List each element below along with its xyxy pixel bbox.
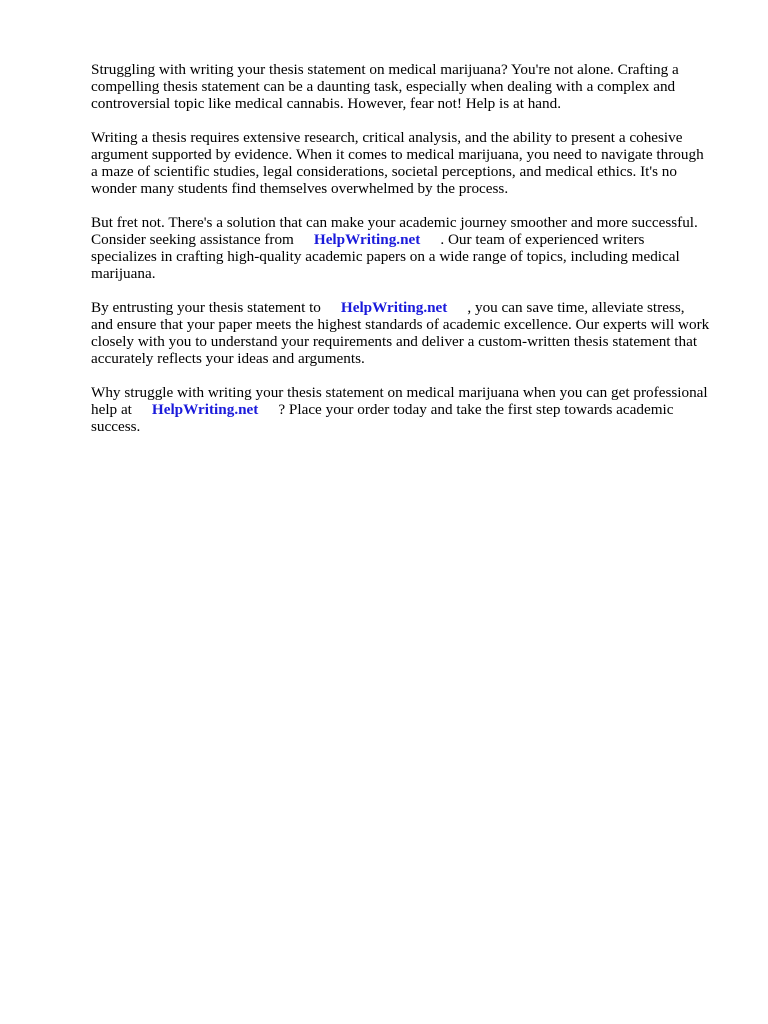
helpwriting-link[interactable]: HelpWriting.net xyxy=(151,401,259,418)
text-segment: By entrusting your thesis statement to xyxy=(91,299,321,316)
text-line: Why struggle with writing your thesis statement on medical marijuana when you can get professional xyxy=(91,384,708,401)
text-segment: ? Place your order today and take the first step towards academic xyxy=(278,401,674,418)
text-line: But fret not. There's a solution that can make your academic journey smoother and more successful. xyxy=(91,214,698,231)
paragraph-solution xyxy=(91,214,731,282)
text-segment: Consider seeking assistance from xyxy=(91,231,294,248)
text-line: success. xyxy=(91,418,141,435)
text-line: wonder many students find themselves overwhelmed by the process. xyxy=(91,180,509,197)
text-segment: . Our team of experienced writers xyxy=(440,231,645,248)
text-line: and ensure that your paper meets the highest standards of academic excellence. Our experts will work xyxy=(91,316,710,333)
text-line: argument supported by evidence. When it comes to medical marijuana, you need to navigate through xyxy=(91,146,704,163)
text-line: marijuana. xyxy=(91,265,156,282)
text-line: closely with you to understand your requirements and deliver a custom-written thesis statement that xyxy=(91,333,698,350)
document-page xyxy=(91,61,731,452)
helpwriting-link[interactable]: HelpWriting.net xyxy=(340,299,448,316)
text-line xyxy=(91,299,731,316)
text-segment: help at xyxy=(91,401,132,418)
paragraph-benefits xyxy=(91,299,731,367)
text-line: Struggling with writing your thesis statement on medical marijuana? You're not alone. Crafting a xyxy=(91,61,679,78)
text-line: a maze of scientific studies, legal considerations, societal perceptions, and medical ethics. It's no xyxy=(91,163,677,180)
helpwriting-link[interactable]: HelpWriting.net xyxy=(313,231,421,248)
text-line: specializes in crafting high-quality academic papers on a wide range of topics, including medical xyxy=(91,248,680,265)
text-line: compelling thesis statement can be a daunting task, especially when dealing with a complex and xyxy=(91,78,676,95)
paragraph-research xyxy=(91,129,731,197)
paragraph-call-to-action xyxy=(91,384,731,435)
text-line xyxy=(91,231,731,248)
text-line: Writing a thesis requires extensive research, critical analysis, and the ability to present a cohesive xyxy=(91,129,683,146)
text-line xyxy=(91,401,731,418)
text-line: controversial topic like medical cannabis. However, fear not! Help is at hand. xyxy=(91,95,562,112)
paragraph-intro xyxy=(91,61,731,112)
text-segment: , you can save time, alleviate stress, xyxy=(467,299,685,316)
text-line: accurately reflects your ideas and arguments. xyxy=(91,350,365,367)
